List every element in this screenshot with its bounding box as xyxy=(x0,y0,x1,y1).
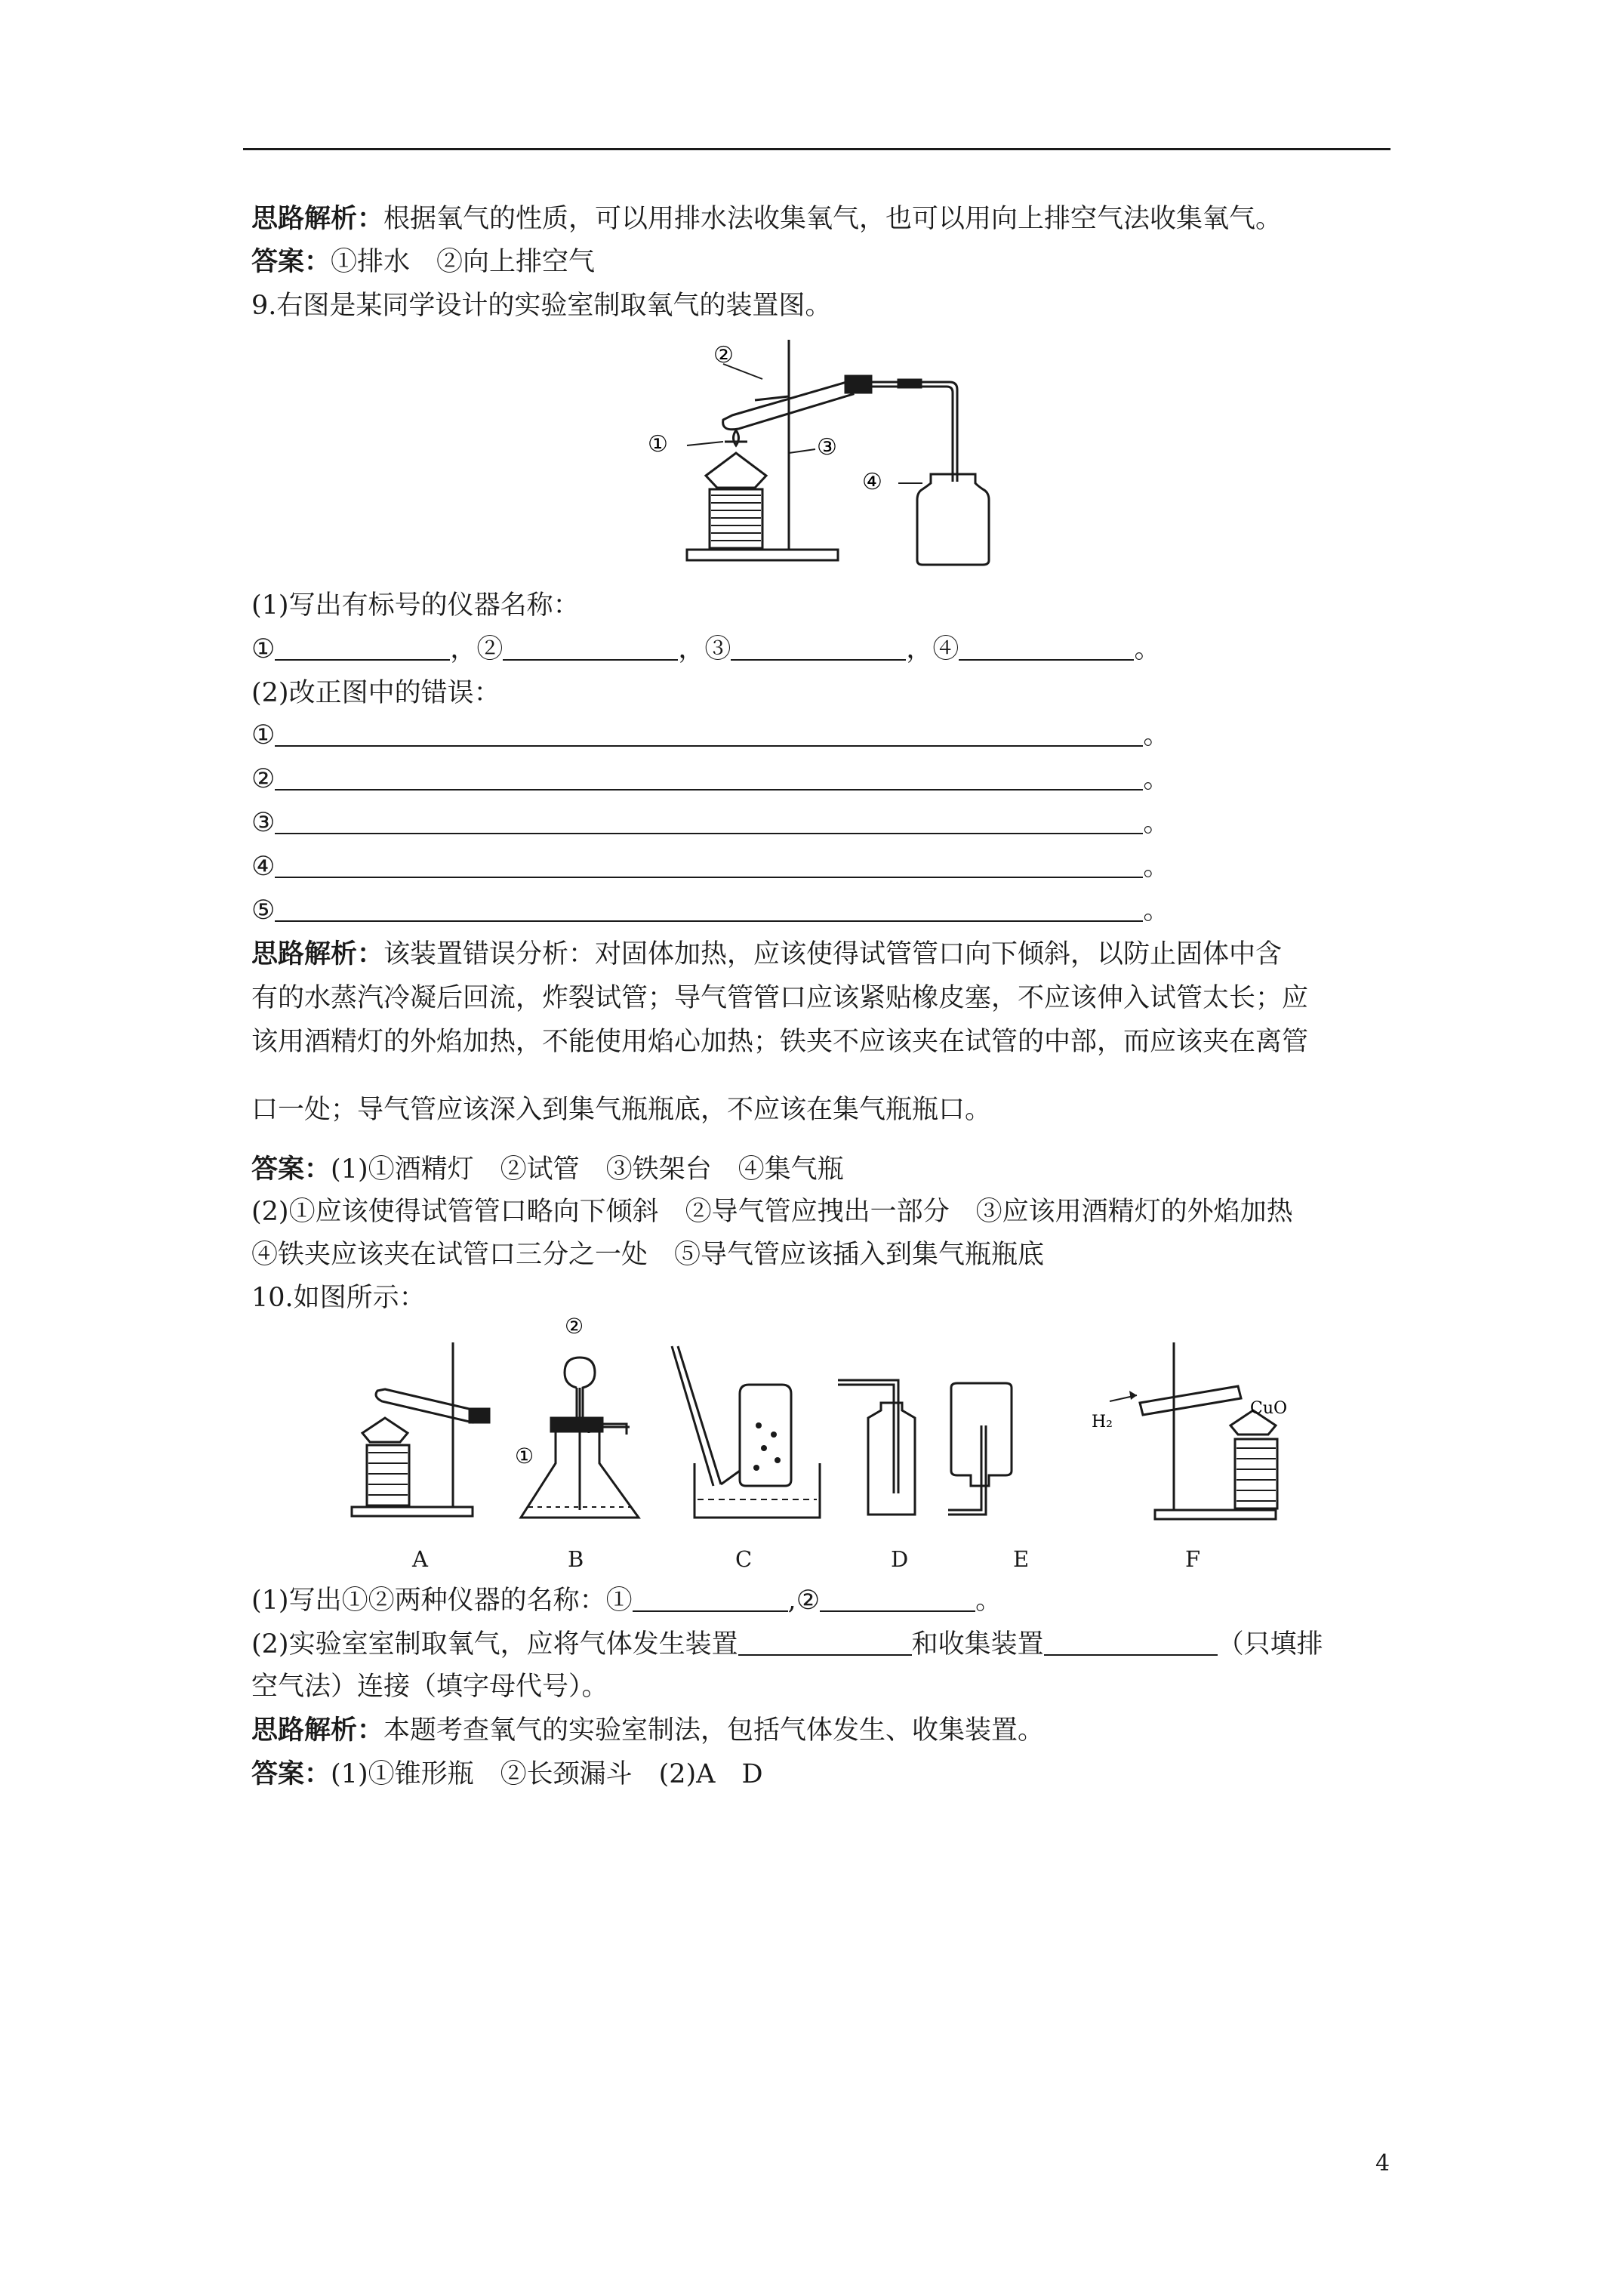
q9-correction-4: ④ 。 xyxy=(251,852,1170,882)
answer-label: 答案： xyxy=(251,1154,331,1185)
answer-blank[interactable] xyxy=(275,720,1143,747)
answer-blank[interactable] xyxy=(503,633,678,661)
q10-part1: (1)写出①②两种仪器的名称：① ,② 。 xyxy=(251,1586,1002,1616)
q10-mark-1: ① xyxy=(515,1444,534,1469)
q9-apparatus-figure xyxy=(642,325,1004,574)
q9-label-2: ② xyxy=(713,342,734,368)
hint-label: 思路解析： xyxy=(251,1715,384,1746)
apparatus-label-a: A xyxy=(412,1546,428,1572)
apparatus-label-e: E xyxy=(1013,1546,1030,1572)
q9-title: 9.右图是某同学设计的实验室制取氧气的装置图。 xyxy=(251,291,832,321)
q10-part2-cont: 空气法）连接（填字母代号）。 xyxy=(251,1672,608,1702)
apparatus-label-c: C xyxy=(735,1546,753,1572)
apparatus-label-b: B xyxy=(568,1546,584,1572)
q10-part2: (2)实验室室制取氧气，应将气体发生装置 和收集装置 （只填排 xyxy=(251,1629,1323,1660)
q9-correction-2: ② 。 xyxy=(251,764,1170,794)
answer-blank[interactable] xyxy=(633,1585,788,1612)
q9-hint-line-4: 口一处；导气管应该深入到集气瓶瓶底，不应该在集气瓶瓶口。 xyxy=(251,1095,992,1125)
answer-blank[interactable] xyxy=(275,851,1143,878)
hint-label: 思路解析： xyxy=(251,938,384,969)
q9-label-4: ④ xyxy=(862,469,882,495)
header-rule xyxy=(243,148,1390,150)
q10-apparatus-figure xyxy=(340,1312,1288,1569)
hint-text: 根据氧气的性质，可以用排水法收集氧气，也可以用向上排空气法收集氧气。 xyxy=(383,204,1283,234)
answer-text: ①排水 ②向上排空气 xyxy=(331,247,596,277)
q9-hint-line-3: 该用酒精灯的外焰加热，不能使用焰心加热；铁夹不应该夹在试管的中部，而应该夹在离管 xyxy=(251,1027,1309,1057)
q9-hint-line-2: 有的水蒸汽冷凝后回流，炸裂试管；导气管管口应该紧贴橡皮塞，不应该伸入试管太长；应 xyxy=(251,983,1309,1013)
answer-blank[interactable] xyxy=(275,763,1143,791)
q10-hint: 思路解析：本题考查氧气的实验室制法，包括气体发生、收集装置。 xyxy=(251,1715,1045,1746)
q9-label-1: ① xyxy=(648,431,668,458)
q9-hint-line-1: 思路解析：该装置错误分析：对固体加热，应该使得试管管口向下倾斜，以防止固体中含 xyxy=(251,938,1283,969)
answer-blank[interactable] xyxy=(275,633,450,661)
q9-correction-3: ③ 。 xyxy=(251,808,1170,838)
answer-blank[interactable] xyxy=(1044,1629,1218,1656)
q9-part1: (1)写出有标号的仪器名称： xyxy=(251,590,580,621)
q10-mark-2: ② xyxy=(565,1314,584,1339)
q10-mark-cuo: CuO xyxy=(1250,1399,1288,1418)
q9-correction-1: ① 。 xyxy=(251,720,1170,750)
answer-blank[interactable] xyxy=(820,1585,975,1612)
answer-blank[interactable] xyxy=(275,807,1143,834)
q9-label-3: ③ xyxy=(817,434,837,461)
q9-answer-line-1: 答案：(1)①酒精灯 ②试管 ③铁架台 ④集气瓶 xyxy=(251,1154,844,1185)
answer-1 xyxy=(251,245,595,279)
q10-title: 10.如图所示： xyxy=(251,1283,426,1313)
answer-blank[interactable] xyxy=(731,633,906,661)
apparatus-label-d: D xyxy=(891,1546,909,1572)
q10-answer: 答案：(1)①锥形瓶 ②长颈漏斗 (2)A D xyxy=(251,1758,763,1789)
q9-part1-blanks: ① ，② ，③ ，④ 。 xyxy=(251,634,1161,664)
q9-answer-line-2: (2)①应该使得试管管口略向下倾斜 ②导气管应拽出一部分 ③应该用酒精灯的外焰加热 xyxy=(251,1197,1293,1227)
q10-mark-h2: H₂ xyxy=(1092,1413,1113,1432)
answer-blank[interactable] xyxy=(959,633,1134,661)
q9-answer-line-3: ④铁夹应该夹在试管口三分之一处 ⑤导气管应该插入到集气瓶瓶底 xyxy=(251,1240,1045,1270)
answer-label: 答案： xyxy=(251,246,331,277)
answer-blank[interactable] xyxy=(738,1629,912,1656)
apparatus-label-f: F xyxy=(1185,1546,1201,1572)
page-number: 4 xyxy=(1375,2150,1390,2177)
q9-part2: (2)改正图中的错误： xyxy=(251,678,500,708)
hint-paragraph-1 xyxy=(251,202,1282,236)
answer-blank[interactable] xyxy=(275,895,1143,922)
hint-label: 思路解析： xyxy=(251,203,384,234)
q9-correction-5: ⑤ 。 xyxy=(251,895,1170,926)
answer-label: 答案： xyxy=(251,1758,331,1789)
